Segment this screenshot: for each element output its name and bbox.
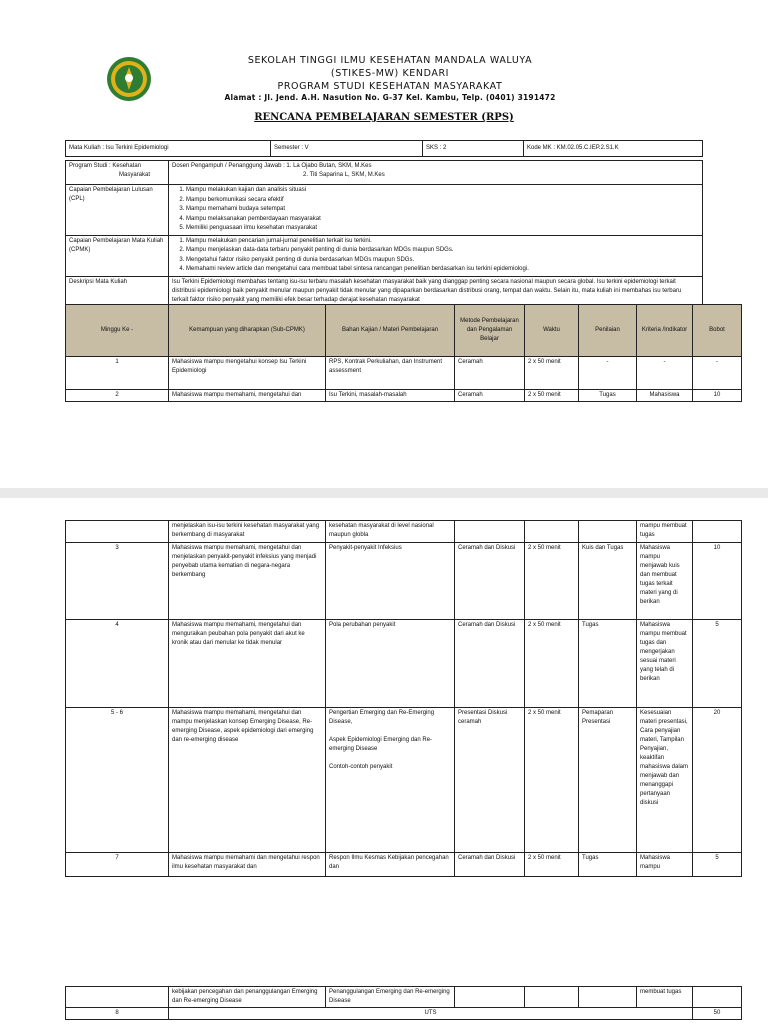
cell-kriteria: mampu membuat tugas	[637, 521, 693, 543]
cpl-label: Capaian Pembelajaran Lulusan (CPL)	[66, 185, 169, 236]
cell-sub: kebijakan pencegahan dan penanggulangan Emerging dan Re-emerging Disease	[169, 987, 326, 1008]
cell-sub: menjelaskan isu-isu terkini kesehatan masyarakat yang berkembang di masyarakat	[169, 521, 326, 543]
cpl-item: 4. Mampu melaksanakan pemberdayaan masyarakat	[186, 215, 699, 225]
cpl-list-cell	[169, 185, 703, 236]
cell-bahan: Penyakit-penyakit Infeksius	[326, 543, 455, 620]
cpl-item: 5. Memiliki penguasaan ilmu kesehatan masyarakat	[186, 224, 699, 234]
program-name: PROGRAM STUDI KESEHATAN MASYARAKAT	[277, 81, 503, 92]
course-name: Mata Kuliah : Isu Terkini Epidemiologi	[66, 141, 271, 157]
col-header: Kriteria /Indikator	[637, 305, 693, 357]
table-header-row	[66, 305, 742, 357]
document-page-2	[0, 498, 768, 1024]
prodi-cell	[66, 161, 169, 185]
cell-penilaian: Pemaparan Presentasi	[579, 708, 637, 853]
cpl-item: 1. Mampu melakukan kajian dan analisis situasi	[186, 186, 699, 196]
school-name: SEKOLAH TINGGI ILMU KESEHATAN MANDALA WALUYA	[247, 55, 533, 66]
cell-metode: Ceramah	[455, 390, 525, 402]
address-line: Alamat : Jl. Jend. A.H. Nasution No. G-37 Kel. Kambu, Telp. (0401) 3191472	[224, 93, 556, 102]
cpmk-item: 2. Mampu menjelaskan data-data terbaru penyakit penting di dunia berdasarkan MDGs maupun SDGs.	[186, 246, 699, 256]
cell-metode: Presentasi Diskusi ceramah	[455, 708, 525, 853]
cell-metode	[455, 521, 525, 543]
cpmk-item: 1. Mampu melakukan pencarian jurnal-jurnal penelitian terkait isu terkini.	[186, 237, 699, 247]
cell-minggu: 7	[66, 853, 169, 877]
col-header: Waktu	[525, 305, 579, 357]
cell-minggu: 3	[66, 543, 169, 620]
col-header: Kemampuan yang diharapkan (Sub-CPMK)	[169, 305, 326, 357]
cell-sub: Mahasiswa mampu mengetahui konsep Isu Terkini Epidemiologi	[169, 357, 326, 390]
cell-bobot: 10	[693, 543, 742, 620]
cell-bahan: Pola perubahan penyakit	[326, 620, 455, 708]
cell-metode	[455, 987, 525, 1008]
cell-penilaian: Kuis dan Tugas	[579, 543, 637, 620]
cell-sub: Mahasiswa mampu memahami, mengetahui dan menjelaskan penyakit-penyakit infeksius yang menjadi penyebab utama kematian di negara-negara berkembang	[169, 543, 326, 620]
cell-metode: Ceramah	[455, 357, 525, 390]
prodi-label: Program Studi : Kesehatan	[69, 163, 142, 169]
col-header: Bahan Kajian / Materi Pembelajaran	[326, 305, 455, 357]
table-row	[66, 521, 742, 543]
cell-bobot: 5	[693, 853, 742, 877]
cell-minggu	[66, 987, 169, 1008]
cell-minggu: 8	[66, 1008, 169, 1020]
table-row	[66, 390, 742, 402]
cell-bahan: RPS, Kontrak Perkuliahan, dan Instrument assessment	[326, 357, 455, 390]
letterhead	[0, 0, 768, 123]
cell-sub: Mahasiswa mampu memahami, mengetahui dan	[169, 390, 326, 402]
lecturer-cell	[169, 161, 703, 185]
table-row	[66, 543, 742, 620]
cell-waktu: 2 x 50 menit	[525, 543, 579, 620]
cell-metode: Ceramah dan Diskusi	[455, 543, 525, 620]
lecturer-1: Dosen Pengampuh / Penanggung Jawab : 1. La Ojabo Butan, SKM, M.Kes	[172, 163, 372, 169]
bahan-line: Aspek Epidemiologi Emerging dan Re-emerging Disease	[329, 737, 433, 752]
cell-kriteria: Mahasiswa mampu membuat tugas dan mengerjakan sesuai materi yang telah di berikan	[637, 620, 693, 708]
cpmk-item: 3. Mengetahui faktor risiko penyakit penting di dunia berdasarkan MDGs maupun SDGs.	[186, 256, 699, 266]
course-code: Kode MK : KM.02.05.C.IEP.2.S1.K	[524, 141, 703, 157]
cell-metode: Ceramah dan Diskusi	[455, 620, 525, 708]
cell-kriteria: membuat tugas	[637, 987, 693, 1008]
table-row	[66, 708, 742, 853]
cell-penilaian: Tugas	[579, 620, 637, 708]
school-abbreviation: (STIKES-MW) KENDARI	[330, 68, 450, 79]
cell-penilaian	[579, 987, 637, 1008]
cell-waktu: 2 x 50 menit	[525, 620, 579, 708]
course-detail-table	[65, 160, 703, 307]
cell-bobot: 5	[693, 620, 742, 708]
cell-kriteria: Kesesuaian materi presentasi, Cara penyajian materi, Tampilan Penyajian, keaktifan mahasiswa dalam menjawab dan menanggapi pertanyaan diskusi	[637, 708, 693, 853]
cell-bobot: 10	[693, 390, 742, 402]
cpmk-list-cell	[169, 235, 703, 276]
cell-bahan: Isu Terkini, masalah-masalah	[326, 390, 455, 402]
deskripsi-label: Deskripsi Mata Kuliah	[66, 276, 169, 306]
cpl-item: 2. Mampu berkomunikasi secara efektif	[186, 196, 699, 206]
cell-bobot: 50	[693, 1008, 742, 1020]
cell-sub: Mahasiswa mampu memahami dan mengetahui respon ilmu kesehatan masyarakat dan	[169, 853, 326, 877]
cell-bobot	[693, 987, 742, 1008]
cell-waktu: 2 x 50 menit	[525, 390, 579, 402]
uts-row	[66, 1008, 742, 1020]
cell-bahan: kesehatan masyarakat di level nasional maupun globla	[326, 521, 455, 543]
col-header: Bobot	[693, 305, 742, 357]
prodi-label-2: Masyarakat	[119, 172, 151, 178]
cpl-item: 3. Mampu memahami budaya setempat	[186, 205, 699, 215]
cell-penilaian: Tugas	[579, 853, 637, 877]
cell-minggu	[66, 521, 169, 543]
bahan-line: Pengertian Emerging dan Re-Emerging Disease,	[329, 710, 435, 725]
col-header: Penilaian	[579, 305, 637, 357]
cpmk-list	[172, 237, 699, 275]
sks: SKS : 2	[423, 141, 524, 157]
cell-kriteria: Mahasiswa	[637, 390, 693, 402]
deskripsi-text: Isu Terkini Epidemiologi membahas tentang isu-isu terbaru masalah kesehatan masyarakat baik yang dianggap penting secara nasional maupun secara global. Isu terkini epidemiologi terkait distribusi epidemiologi baik penyakit menular maupun penyakit tidak menular yang dipaparkan berdasarkan distribusi orang, tempat dan waktu. Selain itu, mata kuliah ini membahas isu terbaru terkait faktor risiko penyakit yang memiliki efek besar terhadap derajat kesehatan masyarakat	[169, 276, 703, 306]
table-row	[66, 620, 742, 708]
cpmk-item: 4. Memahami review article dan mengetahui cara membuat tabel sintesa rancangan penelitian berdasarkan isu terkini epidemiologi.	[186, 265, 699, 275]
cell-minggu: 2	[66, 390, 169, 402]
cell-kriteria: -	[637, 357, 693, 390]
document-page-1	[0, 0, 768, 488]
document-title: RENCANA PEMBELAJARAN SEMESTER (RPS)	[254, 112, 514, 123]
cell-penilaian: -	[579, 357, 637, 390]
cell-bobot: -	[693, 357, 742, 390]
cpl-list	[172, 186, 699, 234]
cell-minggu: 5 - 6	[66, 708, 169, 853]
schedule-table-page-2	[65, 520, 742, 877]
cell-kriteria: Mahasiswa mampu	[637, 853, 693, 877]
cell-minggu: 4	[66, 620, 169, 708]
cell-waktu	[525, 987, 579, 1008]
cell-bahan: Penanggulangan Emerging dan Re-emerging Disease	[326, 987, 455, 1008]
cell-metode: Ceramah dan Diskusi	[455, 853, 525, 877]
col-header: Minggu Ke -	[66, 305, 169, 357]
institution-logo-icon	[106, 56, 152, 102]
cell-minggu: 1	[66, 357, 169, 390]
table-row	[66, 357, 742, 390]
cell-waktu	[525, 521, 579, 543]
schedule-table-page-3	[65, 986, 742, 1020]
cell-bobot	[693, 521, 742, 543]
cpmk-label: Capaian Pembelajaran Mata Kuliah (CPMK)	[66, 235, 169, 276]
col-header: Metode Pembelajaran dan Pengalaman Belajar	[455, 305, 525, 357]
schedule-table-page-1	[65, 304, 742, 402]
cell-penilaian: Tugas	[579, 390, 637, 402]
table-row	[66, 853, 742, 877]
cell-waktu: 2 x 50 menit	[525, 853, 579, 877]
course-info-table	[65, 140, 703, 157]
cell-waktu: 2 x 50 menit	[525, 357, 579, 390]
cell-penilaian	[579, 521, 637, 543]
uts-label: UTS	[169, 1008, 693, 1020]
cell-bobot: 20	[693, 708, 742, 853]
bahan-line: Contoh-contoh penyakit	[329, 764, 393, 770]
lecturer-2: 2. Titi Saparina L, SKM, M.Kes	[303, 172, 385, 178]
semester: Semester : V	[271, 141, 423, 157]
cell-kriteria: Mahasiswa mampu menjawab kuis dan membuat tugas terkait materi yang di berikan	[637, 543, 693, 620]
cell-bahan: Respon Ilmu Kesmas Kebijakan pencegahan dan	[326, 853, 455, 877]
cell-bahan-multi	[326, 708, 455, 853]
cell-sub: Mahasiswa mampu memahami, mengetahui dan menguraikan peubahan pola penyakit dari akut ke kronik atau dari menular ke tidak menular	[169, 620, 326, 708]
table-row	[66, 987, 742, 1008]
cell-waktu: 2 x 50 menit	[525, 708, 579, 853]
cell-sub: Mahasiswa mampu memahami, mengetahui dan mampu menjelaskan konsep Emerging Disease, Re-emerging Disease, aspek epidemiologi dari emerging dan re-emerging disease	[169, 708, 326, 853]
